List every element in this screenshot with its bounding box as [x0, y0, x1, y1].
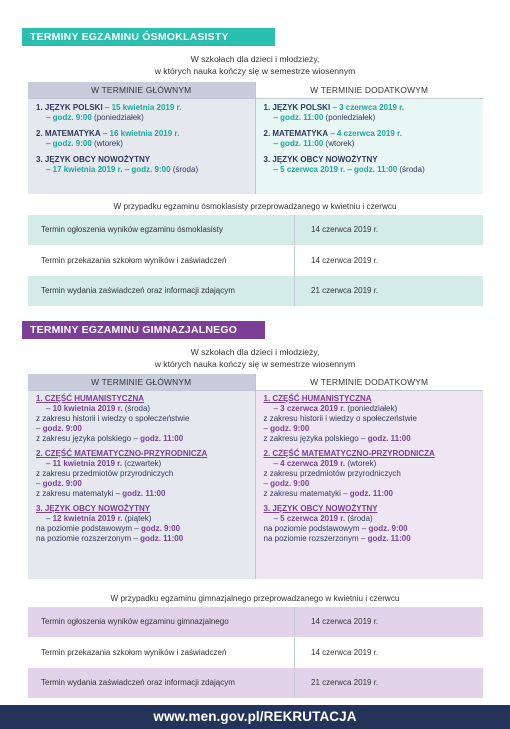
exam-time: godz. 11:00 [280, 113, 324, 122]
column-header: W TERMINIE DODATKOWYM [256, 374, 484, 391]
exam-label: 3. JĘZYK OBCY NOWOŻYTNY [263, 504, 378, 513]
exam-time: godz. 11:00 [354, 165, 398, 174]
exam-time: godz. 9:00 [140, 524, 181, 533]
row-date: 21 czerwca 2019 r. [311, 286, 379, 295]
exam-weekday: (wtorek) [347, 459, 377, 468]
exam-time: godz. 11:00 [140, 534, 184, 543]
exam-date: 4 czerwca 2019 r. [337, 129, 402, 138]
exam-item: 3. JĘZYK OBCY NOWOŻYTNY – 12 kwietnia 2019 r. (piątek) na poziomie podstawowym – godz. 9:00 na poziomie rozszerzonym – godz. 11:00 [36, 504, 184, 543]
exam-item: 3. JĘZYK OBCY NOWOŻYTNY – 5 czerwca 2019 r. – godz. 11:00 (środa) [263, 155, 425, 174]
table-row [28, 607, 483, 638]
row-label: Termin przekazania szkołom wyników i zaświadczeń [28, 246, 295, 276]
exam-weekday: (poniedziałek) [325, 113, 376, 122]
exam-date: 5 czerwca 2019 r. [280, 514, 346, 523]
section2-note: W przypadku egzaminu gimnazjalnego przeprowadzanego w kwietniu i czerwcu [110, 594, 400, 603]
exam-time: godz. 9:00 [368, 524, 408, 533]
exam-time: godz. 11:00 [349, 489, 393, 498]
exam-label: 3. JĘZYK OBCY NOWOŻYTNY [36, 504, 151, 513]
osmoklasisty-schedule-table [28, 82, 483, 194]
exam-weekday: (poniedziałek) [347, 404, 398, 413]
exam-date: 12 kwietnia 2019 r. [52, 514, 123, 523]
section-title-osmoklasisty: TERMINY EGZAMINU ÓSMOKLASISTY [22, 28, 275, 46]
exam-weekday: (czwartek) [124, 459, 162, 468]
exam-item: 3. JĘZYK OBCY NOWOŻYTNY – 5 czerwca 2019 r. (środa) na poziomie podstawowym – godz. 9:00 na poziomie rozszerzonym – godz. 11:00 [263, 504, 411, 543]
exam-weekday: (piątek) [124, 514, 152, 523]
exam-date: 4 czerwca 2019 r. [280, 459, 346, 468]
row-date: 21 czerwca 2019 r. [311, 678, 379, 687]
exam-label: 1. CZĘŚĆ HUMANISTYCZNA [263, 394, 372, 403]
exam-date: 16 kwietnia 2019 r. [109, 129, 180, 138]
main-term-column [28, 374, 256, 579]
exam-item: 1. JĘZYK POLSKI – 3 czerwca 2019 r. – godz. 11:00 (poniedziałek) [263, 103, 405, 122]
exam-date: 11 kwietnia 2019 r. [52, 459, 123, 468]
row-date: 14 czerwca 2019 r. [311, 648, 379, 657]
exam-weekday: (środa) [399, 165, 425, 174]
exam-time: godz. 11:00 [367, 434, 411, 443]
exam-item: 3. JĘZYK OBCY NOWOŻYTNY – 17 kwietnia 2019 r. – godz. 9:00 (środa) [36, 155, 199, 174]
section1-note: W przypadku egzaminu ósmoklasisty przeprowadzanego w kwietniu i czerwcu [113, 202, 397, 211]
table-row [28, 276, 483, 306]
exam-weekday: (wtorek) [94, 139, 123, 148]
exam-time: godz. 9:00 [270, 479, 310, 488]
exam-weekday: (środa) [124, 404, 151, 413]
extra-term-column [256, 374, 484, 579]
row-label: Termin ogłoszenia wyników egzaminu ósmoklasisty [28, 215, 295, 245]
extra-term-column [256, 82, 484, 194]
exam-label: 1. CZĘŚĆ HUMANISTYCZNA [36, 394, 145, 403]
exam-label: 1. JĘZYK POLSKI [263, 103, 331, 112]
exam-weekday: (środa) [347, 514, 373, 523]
exam-weekday: (wtorek) [325, 139, 355, 148]
gimnazjalny-results-table [28, 607, 483, 698]
exam-scope: na poziomie podstawowym [36, 524, 133, 533]
exam-time: godz. 11:00 [140, 434, 184, 443]
exam-item: 2. CZĘŚĆ MATEMATYCZNO-PRZYRODNICZA – 11 kwietnia 2019 r. (czwartek) z zakresu przedmiotów przyrodniczych – godz. 9:00 z zakresu matematyki – godz. 11:00 [36, 449, 208, 498]
osmoklasisty-results-table [28, 215, 483, 306]
exam-date: 10 kwietnia 2019 r. [52, 404, 123, 413]
intro-line: W szkołach dla dzieci i młodzieży, [190, 54, 320, 64]
intro-line: w których nauka kończy się w semestrze wiosennym [154, 66, 356, 76]
exam-label: 2. MATEMATYKA [36, 129, 101, 138]
exam-date: 5 czerwca 2019 r. [280, 165, 346, 174]
section2-intro [0, 346, 510, 370]
exam-scope: na poziomie rozszerzonym [36, 534, 132, 543]
column-header: W TERMINIE GŁÓWNYM [28, 374, 255, 391]
intro-line: W szkołach dla dzieci i młodzieży, [190, 347, 320, 357]
exam-date: 17 kwietnia 2019 r. [52, 165, 123, 174]
section-title-gimnazjalnego: TERMINY EGZAMINU GIMNAZJALNEGO [22, 321, 265, 339]
table-row [28, 215, 483, 246]
exam-scope: na poziomie rozszerzonym [263, 534, 359, 543]
exam-scope: z zakresu języka polskiego [36, 434, 132, 443]
exam-date: 3 czerwca 2019 r. [280, 404, 346, 413]
exam-scope: na poziomie podstawowym [263, 524, 360, 533]
exam-scope: z zakresu historii i wiedzy o społeczeństwie [36, 414, 190, 423]
exam-weekday: (środa) [172, 165, 199, 174]
table-row [28, 638, 483, 668]
row-date: 14 czerwca 2019 r. [311, 225, 379, 234]
exam-item: 2. CZĘŚĆ MATEMATYCZNO-PRZYRODNICZA – 4 czerwca 2019 r. (wtorek) z zakresu przedmiotów przyrodniczych – godz. 9:00 z zakresu matematyki – godz. 11:00 [263, 449, 435, 498]
exam-date: 3 czerwca 2019 r. [339, 103, 405, 112]
exam-scope: z zakresu historii i wiedzy o społeczeństwie [263, 414, 417, 423]
section1-intro [0, 53, 510, 77]
exam-time: godz. 9:00 [42, 479, 82, 488]
table-row [28, 668, 483, 698]
exam-label: 2. CZĘŚĆ MATEMATYCZNO-PRZYRODNICZA [36, 449, 208, 458]
exam-time: godz. 9:00 [42, 424, 82, 433]
column-header: W TERMINIE DODATKOWYM [256, 82, 484, 99]
exam-time: godz. 11:00 [280, 139, 324, 148]
exam-weekday: (poniedziałek) [94, 113, 144, 122]
intro-line: w których nauka kończy się w semestrze wiosennym [154, 359, 356, 369]
main-term-column [28, 82, 256, 194]
exam-item: 2. MATEMATYKA – 4 czerwca 2019 r. – godz. 11:00 (wtorek) [263, 129, 402, 148]
row-date: 14 czerwca 2019 r. [311, 256, 379, 265]
exam-scope: z zakresu przedmiotów przyrodniczych [36, 469, 174, 478]
exam-item: 1. JĘZYK POLSKI – 15 kwietnia 2019 r. – godz. 9:00 (poniedziałek) [36, 103, 182, 122]
exam-item: 1. CZĘŚĆ HUMANISTYCZNA – 10 kwietnia 2019 r. (środa) z zakresu historii i wiedzy o społeczeństwie – godz. 9:00 z zakresu języka polskiego – godz. 11:00 [36, 394, 190, 443]
column-header: W TERMINIE GŁÓWNYM [28, 82, 255, 99]
exam-scope: z zakresu przedmiotów przyrodniczych [263, 469, 401, 478]
row-label: Termin ogłoszenia wyników egzaminu gimnazjalnego [28, 607, 295, 637]
exam-label: 2. CZĘŚĆ MATEMATYCZNO-PRZYRODNICZA [263, 449, 435, 458]
row-label: Termin wydania zaświadczeń oraz informacji zdającym [28, 668, 295, 698]
exam-time: godz. 9:00 [270, 424, 310, 433]
exam-label: 3. JĘZYK OBCY NOWOŻYTNY [263, 155, 378, 164]
gimnazjalny-schedule-table [28, 374, 483, 579]
exam-item: 2. MATEMATYKA – 16 kwietnia 2019 r. – godz. 9:00 (wtorek) [36, 129, 180, 148]
exam-scope: z zakresu matematyki [263, 489, 341, 498]
exam-item: 1. CZĘŚĆ HUMANISTYCZNA – 3 czerwca 2019 r. (poniedziałek) z zakresu historii i wiedzy o społeczeństwie – godz. 9:00 z zakresu języka polskiego – godz. 11:00 [263, 394, 417, 443]
row-label: Termin wydania zaświadczeń oraz informacji zdającym [28, 276, 295, 306]
exam-date: 15 kwietnia 2019 r. [111, 103, 182, 112]
exam-label: 2. MATEMATYKA [263, 129, 329, 138]
table-row [28, 246, 483, 276]
exam-label: 1. JĘZYK POLSKI [36, 103, 103, 112]
exam-time: godz. 9:00 [52, 113, 92, 122]
row-date: 14 czerwca 2019 r. [311, 617, 379, 626]
exam-time: godz. 9:00 [131, 165, 171, 174]
exam-scope: z zakresu języka polskiego [263, 434, 359, 443]
exam-time: godz. 11:00 [122, 489, 166, 498]
exam-label: 3. JĘZYK OBCY NOWOŻYTNY [36, 155, 151, 164]
exam-time: godz. 9:00 [52, 139, 92, 148]
row-label: Termin przekazania szkołom wyników i zaświadczeń [28, 638, 295, 668]
exam-time: godz. 11:00 [367, 534, 411, 543]
exam-scope: z zakresu matematyki [36, 489, 114, 498]
footer-url-link[interactable]: www.men.gov.pl/REKRUTACJA [0, 705, 510, 729]
